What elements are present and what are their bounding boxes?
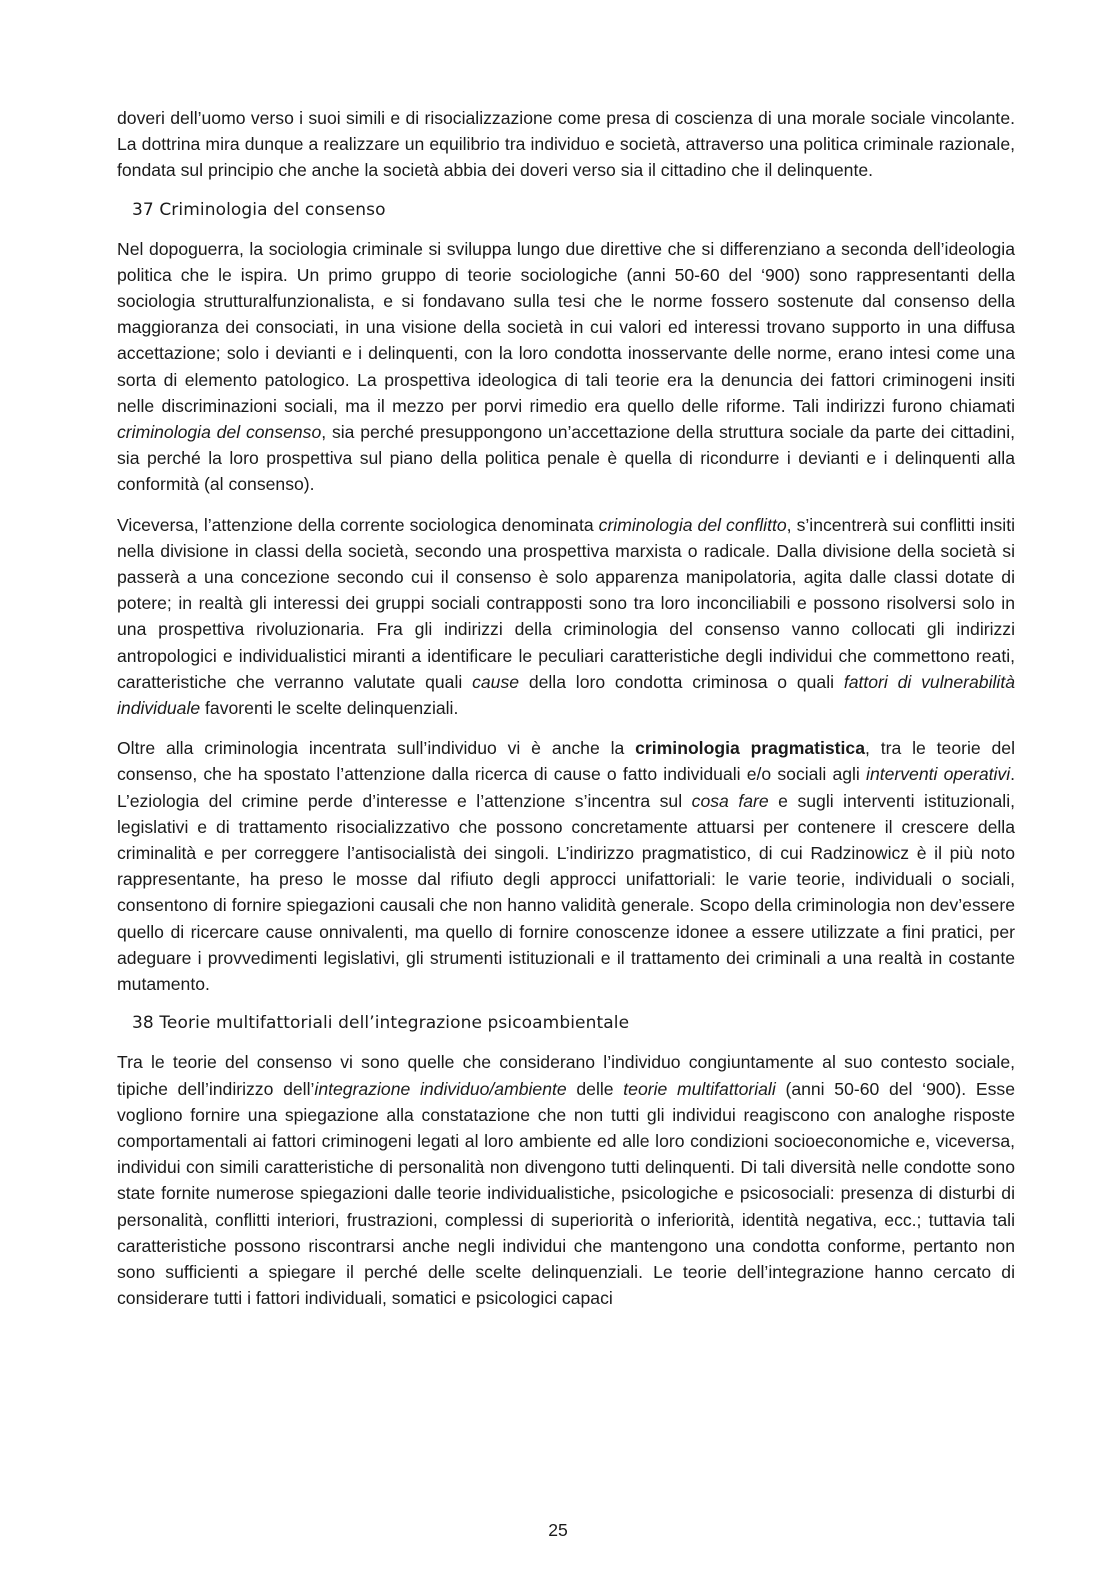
italic-term: fattori di vulnerabilità individuale — [117, 671, 1015, 719]
text-run: Nel dopoguerra, la sociologia criminale si sviluppa lungo due direttive che si differenziano a seconda dell’ideologia politica che le ispira. Un primo gruppo di teorie sociologiche (anni 50-60 del ‘900) sono rappresentanti della sociologia strutturalfunzionalista, e si fondavano sulla tesi che le norme fossero sostenute dal consenso della maggioranza dei consociati, in una visione della società in cui valori ed interessi trovano supporto in una diffusa accettazione; solo i devianti e i delinquenti, con la loro condotta inosservante delle norme, erano intesi come una sorta di elemento patologico. La prospettiva ideologica di tali teorie era la denuncia dei fattori criminogeni insiti nelle discriminazioni sociali, ma il mezzo per porvi rimedio era quello delle riforme. Tali indirizzi furono chiamati — [117, 238, 1015, 416]
page-number: 25 — [548, 1520, 568, 1540]
italic-term: cosa fare — [691, 790, 769, 811]
text-run: favorenti le scelte delinquenziali. — [200, 698, 459, 719]
text-run: , tra le teorie del consenso, che ha spostato l’attenzione dalla ricerca di cause o fatto individuali e/o sociali agli — [117, 738, 1015, 785]
italic-term: integrazione individuo/ambiente — [314, 1078, 567, 1099]
bold-term: criminologia pragmatistica — [635, 738, 865, 759]
paragraph-multifattoriali-1 — [117, 1049, 1015, 1311]
paragraph-consenso-1 — [117, 236, 1015, 498]
paragraph-consenso-2 — [117, 512, 1015, 722]
text-run: Oltre alla criminologia incentrata sull’individuo vi è anche la — [117, 738, 636, 759]
heading-section-38: 38 Teorie multifattoriali dell’integrazione psicoambientale — [132, 1013, 630, 1034]
text-run: Viceversa, l’attenzione della corrente sociologica denominata — [117, 514, 599, 535]
text-run: doveri dell’uomo verso i suoi simili e di risocializzazione come presa di coscienza di una morale sociale vincolante. La dottrina mira dunque a realizzare un equilibrio tra individuo e società, attraverso una politica criminale razionale, fondata sul principio che anche la società abbia dei doveri verso sia il cittadino che il delinquente. — [117, 108, 1015, 181]
italic-term: criminologia del consenso — [117, 422, 322, 443]
text-run: delle — [566, 1078, 624, 1099]
text-run: , s’incentrerà sui conflitti insiti nella divisione in classi della società, secondo una prospettiva marxista o radicale. Dalla divisione della società si passerà a una concezione secondo cui il consenso è solo apparenza manipolatoria, agita dalle classi dotate di potere; in realtà gli interessi dei gruppi sociali contrapposti sono tra loro inconciliabili e possono risolversi solo in una prospettiva rivoluzionaria. Fra gli indirizzi della criminologia del consenso vanno collocati gli indirizzi antropologici e individualistici miranti a identificare le peculiari caratteristiche degli individui che commettono reati, caratteristiche che verranno valutate quali — [117, 514, 1016, 692]
text-run: (anni 50-60 del ‘900). Esse vogliono fornire una spiegazione alla constatazione che non tutti gli individui reagiscono con analoghe risposte comportamentali ai fattori criminogeni legati al loro ambiente ed alle loro condizioni socioeconomiche e, viceversa, individui con simili caratteristiche di personalità non divengono tutti delinquenti. Di tali diversità nelle condotte sono state fornite numerose spiegazioni dalle teorie individualistiche, psicologiche e psicosociali: presenza di disturbi di personalità, conflitti interiori, frustrazioni, complessi di superiorità o inferiorità, identità negativa, ecc.; tuttavia tali caratteristiche possono riscontrarsi anche negli individui che mantengono una condotta conforme, pertanto non sono sufficienti a spiegare il perché delle scelte delinquenziali. Le teorie dell’integrazione hanno cercato di considerare tutti i fattori individuali, somatici e psicologici capaci — [117, 1078, 1015, 1309]
text-run: . L’eziologia del crimine perde d’interesse e l’attenzione s’incentra sul — [117, 764, 1015, 811]
page-body — [117, 105, 1015, 1325]
italic-term: cause — [472, 671, 520, 692]
heading-section-37: 37 Criminologia del consenso — [132, 199, 386, 220]
paragraph-intro-continuation — [117, 105, 1015, 184]
italic-term: teorie multifattoriali — [623, 1078, 776, 1099]
italic-term: interventi operativi — [866, 764, 1011, 785]
text-run: , sia perché presuppongono un’accettazione della struttura sociale da parte dei cittadini, sia perché la loro prospettiva sul piano della politica penale è quella di ricondurre i devianti e i delinquenti alla conformità (al consenso). — [117, 422, 1015, 495]
italic-term: criminologia del conflitto — [598, 514, 787, 535]
paragraph-consenso-3 — [117, 735, 1015, 997]
text-run: della loro condotta criminosa o quali — [519, 671, 844, 692]
text-run: e sugli interventi istituzionali, legislativi e di trattamento risocializzativo che possono concretamente attuarsi per contenere il crescere della criminalità e per correggere l’antisocialistà dei singoli. L’indirizzo pragmatistico, di cui Radzinowicz è il più noto rappresentante, ha preso le mosse dal rifiuto degli approcci unifattoriali: le varie teorie, individuali o sociali, consentono di fornire spiegazioni causali che non hanno validità generale. Scopo della criminologia non dev’essere quello di ricercare cause onnivalenti, ma quello di fornire conoscenze idonee a essere utilizzate a fini pratici, per adeguare i provvedimenti legislativi, gli strumenti istituzionali e il trattamento dei criminali a una realtà in costante mutamento. — [117, 790, 1015, 995]
text-run: Tra le teorie del consenso vi sono quelle che considerano l’individuo congiuntamente al suo contesto sociale, tipiche dell’indirizzo dell’ — [117, 1052, 1015, 1099]
